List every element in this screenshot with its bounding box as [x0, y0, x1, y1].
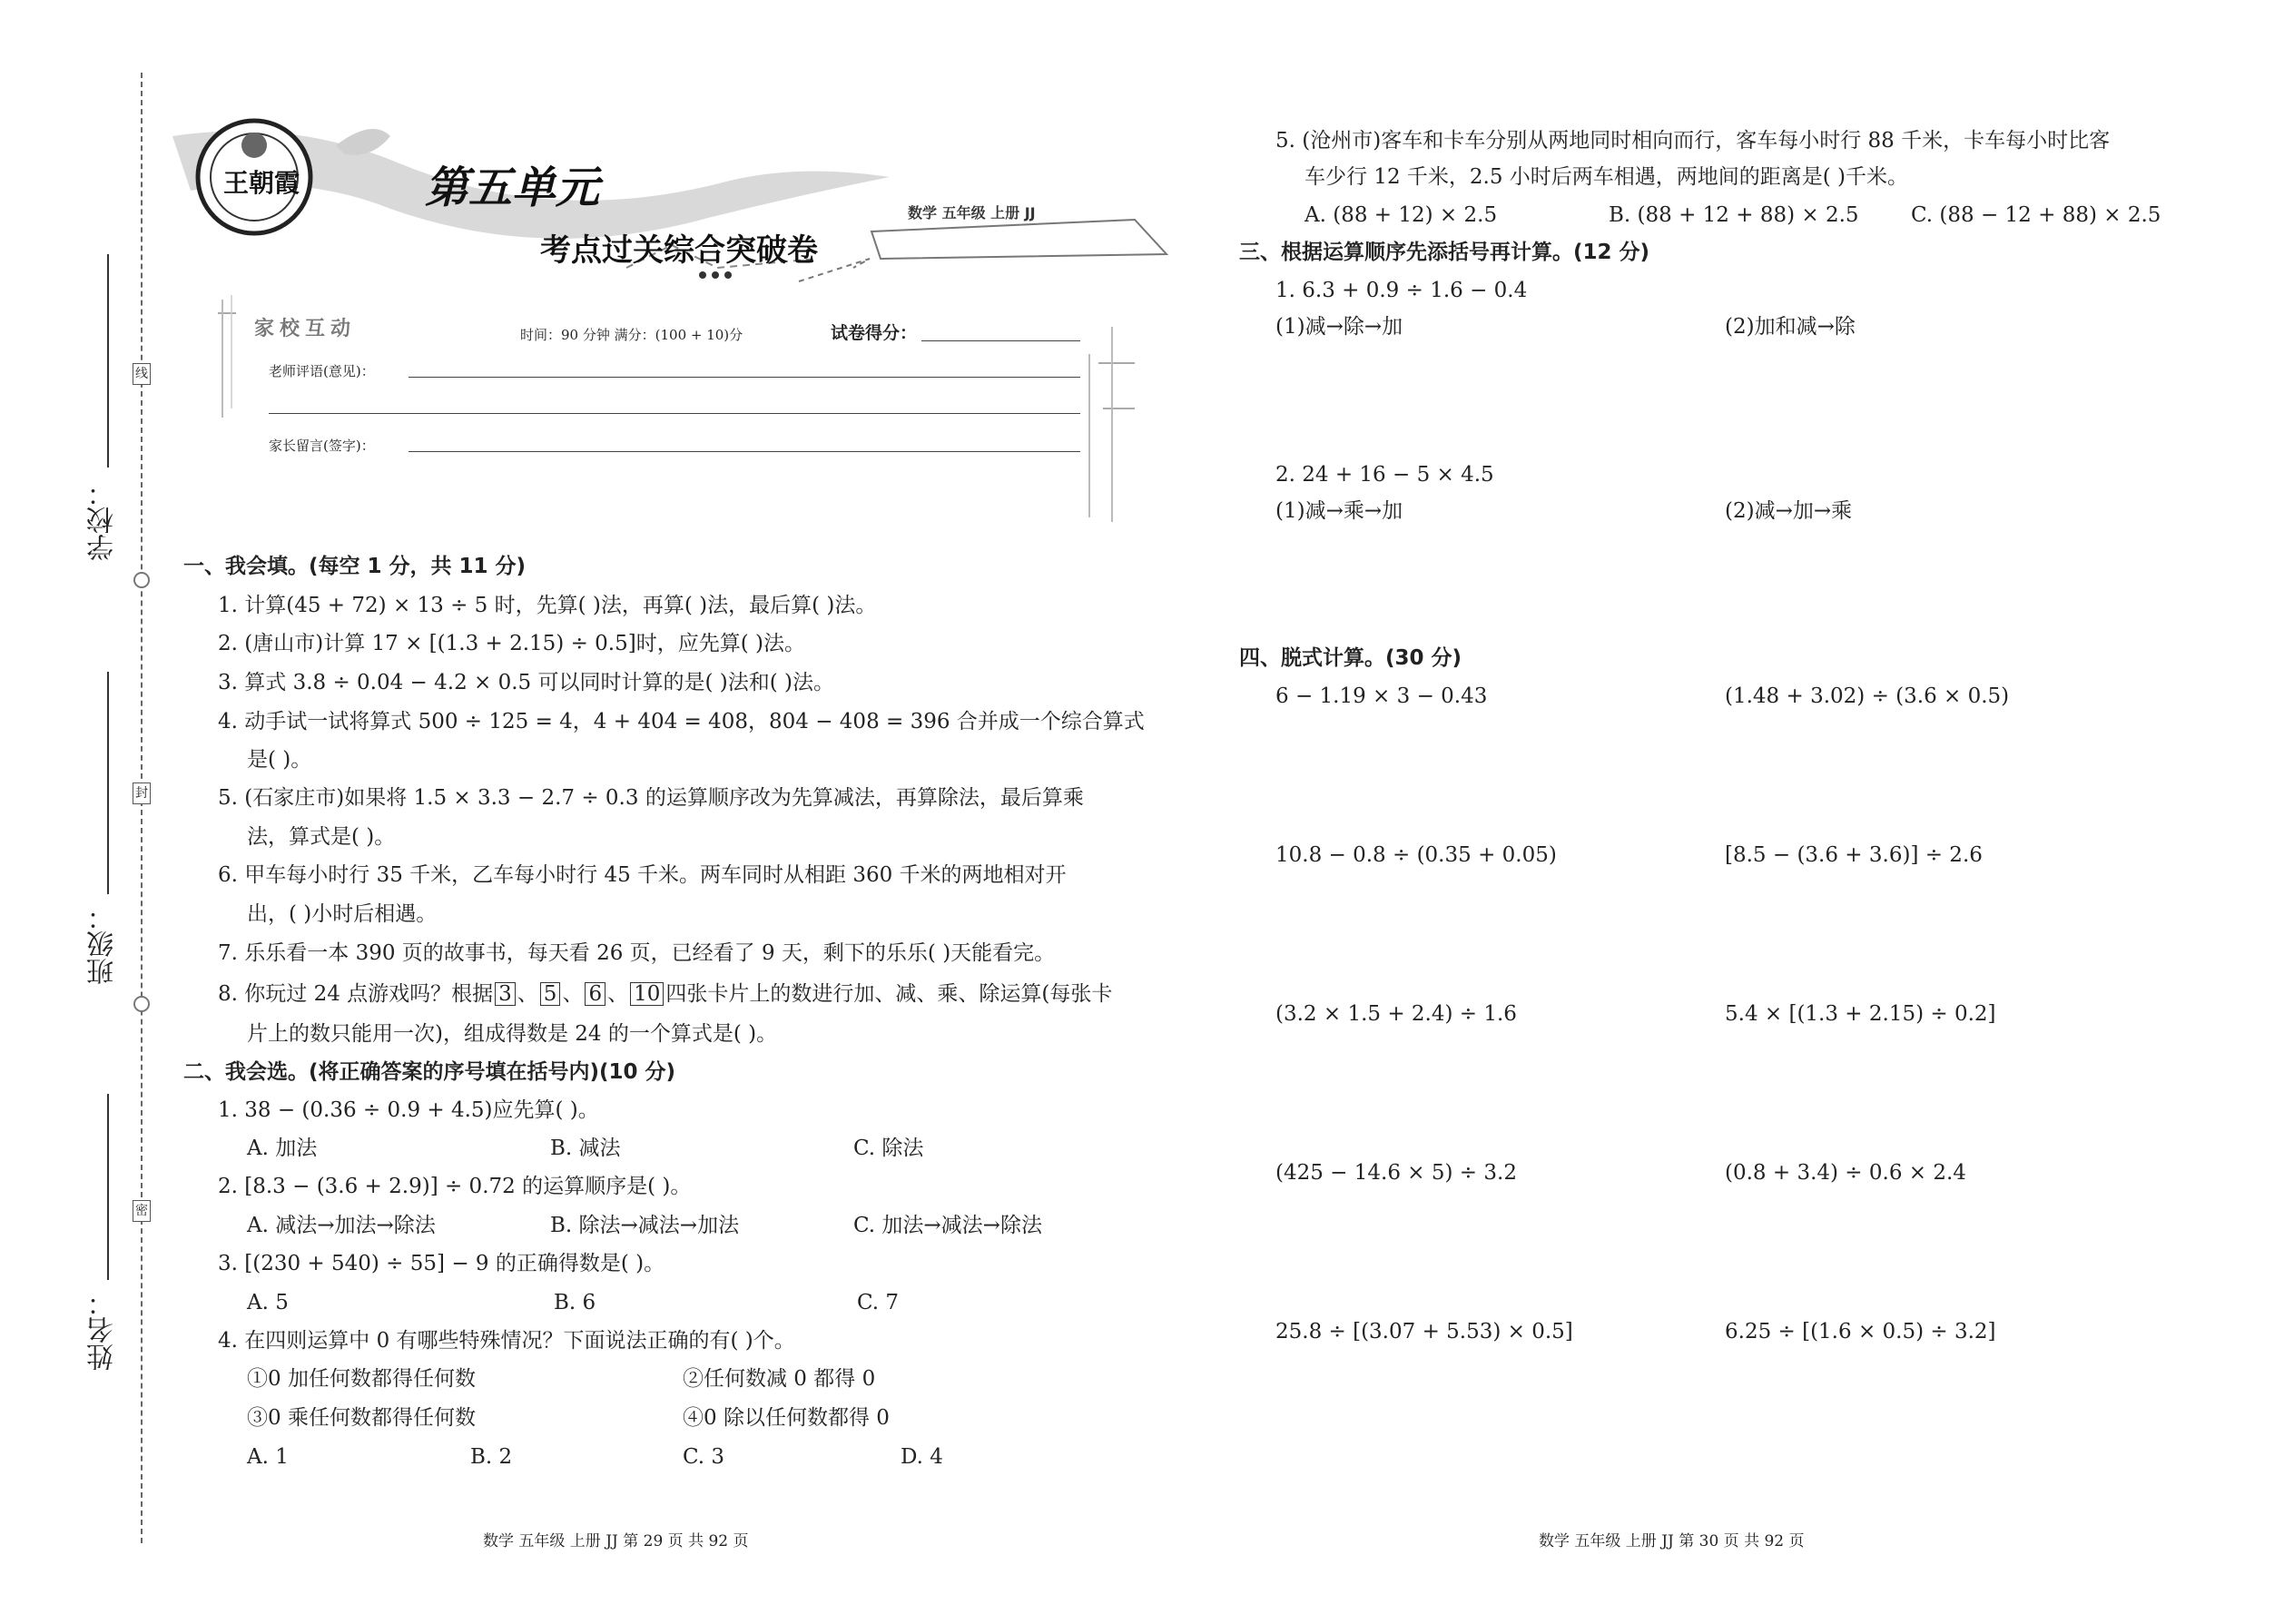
calc-item: 5.4 × [(1.3 + 2.15) ÷ 0.2]: [1725, 1002, 1996, 1026]
binding-line: [141, 73, 143, 1543]
seal-char: 线: [133, 363, 151, 385]
teacher-comment-line[interactable]: [409, 377, 1080, 378]
section-4-title: 四、脱式计算。(30 分): [1239, 646, 1462, 670]
question-text: 法，算式是( )。: [247, 825, 396, 849]
section-3-title: 三、根据运算顺序先添括号再计算。(12 分): [1239, 241, 1650, 264]
teacher-comment-label: 老师评语(意见)：: [269, 363, 375, 379]
option: A. 加法: [247, 1137, 318, 1160]
card-separator: 、: [607, 982, 629, 1006]
question-text: 6. 甲车每小时行 35 千米，乙车每小时行 45 千米。两车同时从相距 360 千米的两地相对开: [218, 863, 1067, 887]
calc-item: (0.8 + 3.4) ÷ 0.6 × 2.4: [1725, 1161, 1966, 1185]
question-text: 7. 乐乐看一本 390 页的故事书，每天看 26 页，已经看了 9 天，剩下的乐乐( )天能看完。: [218, 941, 1056, 965]
option: C. 除法: [853, 1137, 924, 1160]
page-footer: 数学 五年级 上册 JJ 第 29 页 共 92 页: [483, 1532, 749, 1550]
binding-hole: [133, 996, 150, 1012]
question-text: 1. 计算(45 + 72) × 13 ÷ 5 时，先算( )法，再算( )法，最后算( )法。: [218, 594, 877, 617]
name-label: 姓名：: [87, 1289, 119, 1371]
option: C. 加法→减法→除法: [853, 1214, 1042, 1237]
question-text: 4. 在四则运算中 0 有哪些特殊情况？下面说法正确的有( )个。: [218, 1329, 795, 1353]
question-text: 出，( )小时后相遇。: [247, 902, 438, 926]
class-underline: [107, 672, 109, 894]
binding-hole: [133, 572, 150, 588]
statement: ②任何数减 0 都得 0: [683, 1367, 876, 1391]
card-separator: 、: [562, 982, 584, 1006]
brand-logo: 王朝霞: [223, 168, 300, 198]
question-8: [218, 980, 1112, 1008]
option: B. 除法→减法→加法: [550, 1214, 740, 1237]
option: C. (88 − 12 + 88) × 2.5: [1911, 203, 2161, 227]
statement: ①0 加任何数都得任何数: [247, 1367, 476, 1391]
calc-item: (425 − 14.6 × 5) ÷ 3.2: [1275, 1161, 1517, 1185]
q8-prefix: 8. 你玩过 24 点游戏吗？根据: [218, 982, 494, 1006]
calc-item: 6.25 ÷ [(1.6 × 0.5) ÷ 3.2]: [1725, 1320, 1996, 1343]
option: B. (88 + 12 + 88) × 2.5: [1609, 203, 1859, 227]
question-text: 3. 算式 3.8 ÷ 0.04 − 4.2 × 0.5 可以同时计算的是( )法和( )法。: [218, 671, 835, 694]
question-text: 1. 6.3 + 0.9 ÷ 1.6 − 0.4: [1275, 279, 1528, 302]
school-underline: [107, 254, 109, 468]
option: A. 5: [247, 1291, 289, 1314]
number-card: 10: [630, 982, 664, 1006]
score-label: 试卷得分：: [831, 323, 918, 343]
section-2-title: 二、我会选。(将正确答案的序号填在括号内)(10 分): [183, 1060, 676, 1084]
number-card: 3: [495, 982, 516, 1006]
number-card: 5: [540, 982, 561, 1006]
option: A. (88 + 12) × 2.5: [1305, 203, 1498, 227]
paper-subtitle: 考点过关综合突破卷: [540, 232, 818, 269]
calc-item: (1.48 + 3.02) ÷ (3.6 × 0.5): [1725, 684, 2010, 708]
home-school-label: 家校互动: [254, 318, 357, 340]
sub-part: (2)减→加→乘: [1725, 499, 1853, 523]
unit-title: 第五单元: [425, 162, 600, 213]
question-text: 车少行 12 千米，2.5 小时后两车相遇，两地间的距离是( )千米。: [1305, 165, 1909, 189]
question-text: 2. (唐山市)计算 17 × [(1.3 + 2.15) ÷ 0.5]时，应先算( )法。: [218, 632, 805, 655]
page-footer: 数学 五年级 上册 JJ 第 30 页 共 92 页: [1539, 1532, 1805, 1550]
question-text: 2. 24 + 16 − 5 × 4.5: [1275, 463, 1494, 487]
section-1-title: 一、我会填。(每空 1 分，共 11 分): [183, 555, 527, 578]
question-text: 4. 动手试一试将算式 500 ÷ 125 = 4，4 + 404 = 408，804 − 408 = 396 合并成一个综合算式: [218, 710, 1145, 733]
calc-item: (3.2 × 1.5 + 2.4) ÷ 1.6: [1275, 1002, 1517, 1026]
class-label: 班级：: [87, 903, 119, 985]
question-text: 1. 38 − (0.36 ÷ 0.9 + 4.5)应先算( )。: [218, 1098, 599, 1122]
calc-item: 10.8 − 0.8 ÷ (0.35 + 0.05): [1275, 843, 1557, 867]
option: B. 2: [470, 1445, 513, 1469]
statement: ③0 乘任何数都得任何数: [247, 1406, 476, 1430]
option: A. 减法→加法→除法: [247, 1214, 436, 1237]
calc-item: 25.8 ÷ [(3.07 + 5.53) × 0.5]: [1275, 1320, 1573, 1343]
option: C. 7: [857, 1291, 900, 1314]
question-text: 5. (沧州市)客车和卡车分别从两地同时相向而行，客车每小时行 88 千米，卡车每小时比客: [1275, 129, 2111, 153]
option: B. 6: [554, 1291, 596, 1314]
sub-part: (1)减→乘→加: [1275, 499, 1403, 523]
seal-char: 封: [133, 782, 151, 804]
option: B. 减法: [550, 1137, 621, 1160]
question-text: 5. (石家庄市)如果将 1.5 × 3.3 − 2.7 ÷ 0.3 的运算顺序改为先算减法，再算除法，最后算乘: [218, 786, 1084, 810]
option: D. 4: [901, 1445, 943, 1469]
option: A. 1: [247, 1445, 289, 1469]
statement: ④0 除以任何数都得 0: [683, 1406, 890, 1430]
school-label: 学校：: [87, 479, 119, 561]
calc-item: 6 − 1.19 × 3 − 0.43: [1275, 684, 1488, 708]
question-text: 3. [(230 + 540) ÷ 55] − 9 的正确得数是( )。: [218, 1252, 665, 1275]
seal-char: 密: [133, 1200, 151, 1222]
number-card: 6: [585, 982, 605, 1006]
name-underline: [107, 1094, 109, 1280]
book-tag: 数学 五年级 上册 JJ: [908, 204, 1036, 221]
question-text: 是( )。: [247, 748, 312, 772]
question-text: 2. [8.3 − (3.6 + 2.9)] ÷ 0.72 的运算顺序是( )。: [218, 1175, 692, 1198]
card-separator: 、: [517, 982, 538, 1006]
option: C. 3: [683, 1445, 725, 1469]
calc-item: [8.5 − (3.6 + 3.6)] ÷ 2.6: [1725, 843, 1983, 867]
sub-part: (2)加和减→除: [1725, 315, 1856, 339]
exam-info: 时间：90 分钟 满分：(100 + 10)分: [520, 327, 743, 343]
sub-part: (1)减→除→加: [1275, 315, 1403, 339]
question-text: 片上的数只能用一次)，组成得数是 24 的一个算式是( )。: [247, 1022, 778, 1046]
q8-suffix: 四张卡片上的数进行加、减、乘、除运算(每张卡: [665, 982, 1113, 1006]
score-blank[interactable]: [921, 340, 1080, 341]
parent-comment-label: 家长留言(签字)：: [269, 438, 375, 454]
teacher-comment-line[interactable]: [269, 413, 1080, 414]
parent-comment-line[interactable]: [409, 451, 1080, 452]
